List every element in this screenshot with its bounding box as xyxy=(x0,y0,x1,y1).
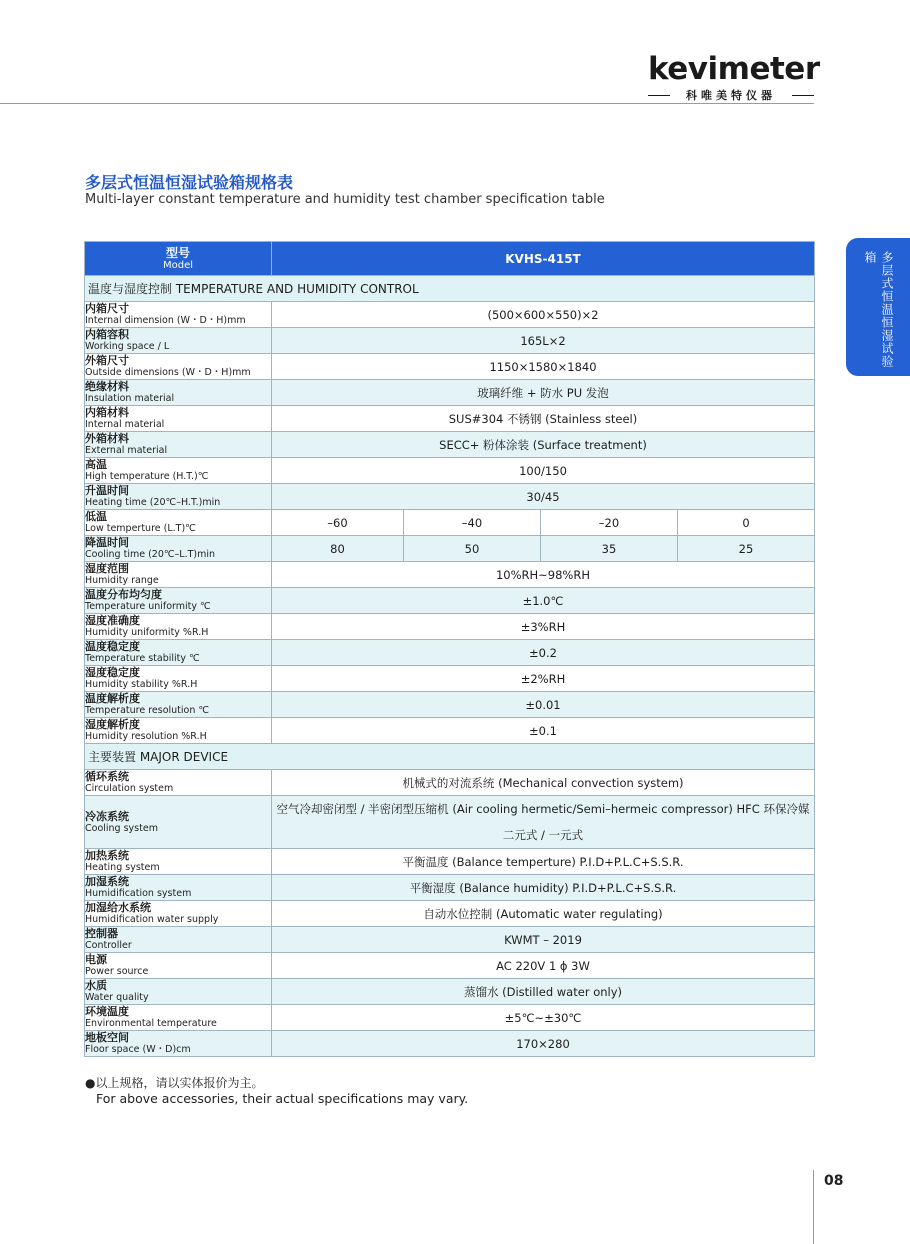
row-label-en: Internal material xyxy=(85,419,165,430)
table-row xyxy=(85,328,815,354)
table-row xyxy=(85,510,815,536)
table-row xyxy=(85,875,815,901)
table-header-row xyxy=(85,242,815,276)
row-value-2: 50 xyxy=(404,536,541,562)
row-label-en: External material xyxy=(85,445,168,456)
row-label-en: Power source xyxy=(85,966,149,977)
logo-dash-right xyxy=(792,95,814,96)
section-temp-humidity xyxy=(85,276,815,302)
side-tab-label: 多层式恒温恒湿试验箱 xyxy=(863,251,894,368)
row-label-en: Working space / L xyxy=(85,341,170,352)
footnote-cn: ●以上规格，请以实体报价为主。 xyxy=(85,1076,264,1090)
row-value-4: 0 xyxy=(678,510,815,536)
row-label-en: Insulation material xyxy=(85,393,175,404)
row-value: SUS#304 不锈钢 (Stainless steel) xyxy=(272,406,815,432)
row-label-cn: 低温 xyxy=(85,510,107,523)
spec-table xyxy=(84,241,815,1057)
row-label-en: Heating system xyxy=(85,862,160,873)
row-label-cell xyxy=(85,849,272,875)
row-label-cell xyxy=(85,953,272,979)
side-section-tab xyxy=(846,238,910,376)
model-value: KVHS-415T xyxy=(272,242,815,276)
row-label-cn: 湿度范围 xyxy=(85,562,129,575)
row-value-line-2: 二元式 / 一元式 xyxy=(502,828,584,842)
row-label-cn: 内箱容积 xyxy=(85,328,129,341)
row-value: ±0.2 xyxy=(272,640,815,666)
row-label-en: Water quality xyxy=(85,992,149,1003)
row-label-cn: 冷冻系统 xyxy=(85,809,129,823)
row-label-en: Temperature stability ℃ xyxy=(85,653,200,664)
row-label-cell xyxy=(85,588,272,614)
row-label-cn: 加湿系统 xyxy=(85,875,129,888)
section-major-device-label: 主要装置 MAJOR DEVICE xyxy=(85,744,815,770)
brand-logo xyxy=(648,51,820,103)
table-row xyxy=(85,380,815,406)
row-label-cn: 绝缘材料 xyxy=(85,380,129,393)
row-label-en: Floor space (W・D)cm xyxy=(85,1044,191,1055)
row-label-en: Humidity stability %R.H xyxy=(85,679,198,690)
row-label-cn: 控制器 xyxy=(85,927,118,940)
row-label-cell xyxy=(85,484,272,510)
table-row xyxy=(85,640,815,666)
row-value: AC 220V 1 ϕ 3W xyxy=(272,953,815,979)
table-row xyxy=(85,562,815,588)
brand-subtitle: 科唯美特仪器 xyxy=(686,89,776,102)
table-row xyxy=(85,692,815,718)
table-row xyxy=(85,770,815,796)
table-row xyxy=(85,849,815,875)
row-label-en: High temperature (H.T.)℃ xyxy=(85,471,209,482)
row-label-en: Temperature resolution ℃ xyxy=(85,705,210,716)
table-row xyxy=(85,718,815,744)
row-value-4: 25 xyxy=(678,536,815,562)
row-label-cn: 湿度准确度 xyxy=(85,614,140,627)
row-value: 玻璃纤维 + 防水 PU 发泡 xyxy=(272,380,815,406)
row-label-cell xyxy=(85,666,272,692)
row-value: ±3%RH xyxy=(272,614,815,640)
row-label-cell xyxy=(85,406,272,432)
row-value: SECC+ 粉体涂装 (Surface treatment) xyxy=(272,432,815,458)
section-major-device xyxy=(85,744,815,770)
row-label-en: Circulation system xyxy=(85,783,174,794)
row-label-cell xyxy=(85,718,272,744)
row-label-en: Humidification water supply xyxy=(85,914,219,925)
row-label-en: Environmental temperature xyxy=(85,1018,217,1029)
page-title-en: Multi-layer constant temperature and humidity test chamber specification table xyxy=(85,192,605,207)
row-value: ±1.0℃ xyxy=(272,588,815,614)
row-label-cell xyxy=(85,927,272,953)
row-label-cn: 高温 xyxy=(85,458,107,471)
row-value: 平衡温度 (Balance temperture) P.I.D+P.L.C+S.S.R. xyxy=(272,849,815,875)
row-value: ±5℃~±30℃ xyxy=(272,1005,815,1031)
row-label-cell xyxy=(85,901,272,927)
table-row xyxy=(85,927,815,953)
row-label-cell xyxy=(85,640,272,666)
row-label-cell xyxy=(85,875,272,901)
row-value-2: –40 xyxy=(404,510,541,536)
row-label-cell xyxy=(85,432,272,458)
logo-dash-left xyxy=(648,95,670,96)
table-row xyxy=(85,432,815,458)
row-label-en: Cooling system xyxy=(85,822,158,834)
row-label-cn: 循环系统 xyxy=(85,770,129,783)
row-value xyxy=(272,796,815,849)
table-row xyxy=(85,614,815,640)
row-label-cn: 加热系统 xyxy=(85,849,129,862)
footnote-en: For above accessories, their actual specifications may vary. xyxy=(96,1091,469,1106)
row-label-en: Temperature uniformity ℃ xyxy=(85,601,211,612)
row-label-cn: 水质 xyxy=(85,979,107,992)
table-row xyxy=(85,588,815,614)
model-label-cell xyxy=(85,242,272,276)
table-row xyxy=(85,796,815,849)
row-label-en: Internal dimension (W・D・H)mm xyxy=(85,315,246,326)
table-row xyxy=(85,484,815,510)
table-row xyxy=(85,953,815,979)
row-value: 165L×2 xyxy=(272,328,815,354)
row-label-en: Cooling time (20℃–L.T)min xyxy=(85,549,216,560)
brand-subtitle-row xyxy=(648,87,814,103)
footnote xyxy=(85,1075,468,1107)
row-value: 机械式的对流系统 (Mechanical convection system) xyxy=(272,770,815,796)
row-value: ±0.1 xyxy=(272,718,815,744)
row-value: 100/150 xyxy=(272,458,815,484)
row-label-en: Humidification system xyxy=(85,888,192,899)
table-row xyxy=(85,302,815,328)
row-value: (500×600×550)×2 xyxy=(272,302,815,328)
row-label-cn: 温度稳定度 xyxy=(85,640,140,653)
row-value: KWMT – 2019 xyxy=(272,927,815,953)
table-row xyxy=(85,901,815,927)
page-number: 08 xyxy=(824,1173,844,1189)
row-value: 10%RH~98%RH xyxy=(272,562,815,588)
table-row xyxy=(85,354,815,380)
row-label-cell xyxy=(85,1031,272,1057)
row-label-cn: 内箱材料 xyxy=(85,406,129,419)
row-value: 30/45 xyxy=(272,484,815,510)
row-label-cn: 内箱尺寸 xyxy=(85,302,129,315)
row-label-cell xyxy=(85,796,272,849)
row-label-cell xyxy=(85,562,272,588)
row-label-cn: 升温时间 xyxy=(85,484,129,497)
row-label-cell xyxy=(85,510,272,536)
table-row xyxy=(85,666,815,692)
row-label-en: Humidity resolution %R.H xyxy=(85,731,207,742)
row-label-en: Low temperture (L.T)℃ xyxy=(85,523,196,534)
row-label-en: Humidity range xyxy=(85,575,159,586)
table-row xyxy=(85,536,815,562)
row-label-cn: 外箱材料 xyxy=(85,432,129,445)
row-label-cell xyxy=(85,302,272,328)
row-label-cn: 湿度稳定度 xyxy=(85,666,140,679)
header-divider xyxy=(0,103,814,104)
row-label-cell xyxy=(85,380,272,406)
table-row xyxy=(85,406,815,432)
row-label-cn: 外箱尺寸 xyxy=(85,354,129,367)
table-row xyxy=(85,1031,815,1057)
row-value-1: 80 xyxy=(272,536,404,562)
row-label-en: Controller xyxy=(85,940,132,951)
row-label-cell xyxy=(85,354,272,380)
row-value-line-1: 空气冷却密闭型 / 半密闭型压缩机 (Air cooling hermetic/Semi–hermeic compressor) HFC 环保冷媒 xyxy=(276,802,810,816)
row-label-cn: 温度解析度 xyxy=(85,692,140,705)
row-value: 平衡湿度 (Balance humidity) P.I.D+P.L.C+S.S.R. xyxy=(272,875,815,901)
page-title-cn: 多层式恒温恒湿试验箱规格表 xyxy=(85,173,294,192)
row-label-cn: 湿度解析度 xyxy=(85,718,140,731)
row-label-cell xyxy=(85,536,272,562)
model-label-cn: 型号 xyxy=(165,245,190,260)
row-value-3: 35 xyxy=(541,536,678,562)
row-label-cell xyxy=(85,692,272,718)
row-value: 自动水位控制 (Automatic water regulating) xyxy=(272,901,815,927)
row-label-cell xyxy=(85,770,272,796)
row-label-cn: 环境温度 xyxy=(85,1005,129,1018)
model-label-en: Model xyxy=(162,259,194,271)
row-label-cell xyxy=(85,458,272,484)
row-label-en: Heating time (20℃–H.T.)min xyxy=(85,497,221,508)
row-label-cell xyxy=(85,328,272,354)
row-value: ±0.01 xyxy=(272,692,815,718)
row-value: ±2%RH xyxy=(272,666,815,692)
row-label-cell xyxy=(85,979,272,1005)
row-label-cn: 加湿给水系统 xyxy=(85,901,151,914)
row-label-en: Humidity uniformity %R.H xyxy=(85,627,209,638)
row-label-cn: 温度分布均匀度 xyxy=(85,588,162,601)
row-label-cell xyxy=(85,1005,272,1031)
row-label-en: Outside dimensions (W・D・H)mm xyxy=(85,367,251,378)
row-label-cn: 降温时间 xyxy=(85,536,129,549)
brand-name: kevimeter xyxy=(648,51,820,87)
row-value-3: –20 xyxy=(541,510,678,536)
row-label-cn: 电源 xyxy=(85,953,107,966)
table-row xyxy=(85,1005,815,1031)
row-value: 170×280 xyxy=(272,1031,815,1057)
row-value: 1150×1580×1840 xyxy=(272,354,815,380)
table-row xyxy=(85,458,815,484)
row-value-1: –60 xyxy=(272,510,404,536)
row-value: 蒸馏水 (Distilled water only) xyxy=(272,979,815,1005)
page-number-divider xyxy=(813,1170,814,1244)
table-row xyxy=(85,979,815,1005)
row-label-cn: 地板空间 xyxy=(85,1031,129,1044)
row-label-cell xyxy=(85,614,272,640)
section-temp-humidity-label: 温度与湿度控制 TEMPERATURE AND HUMIDITY CONTROL xyxy=(85,276,815,302)
